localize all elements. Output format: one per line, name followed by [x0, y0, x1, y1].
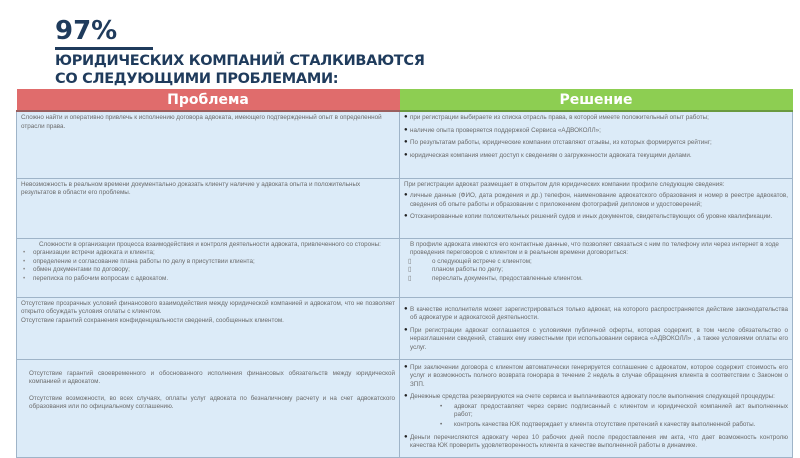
problem-text: Отсутствие гарантий своевременного и обоснованного исполнения финансовых обязательств между юридической компанией и адвокатом.: [29, 369, 395, 386]
problem-text: Отсутствие гарантий сохранения конфиденциальности сведений, сообщенных клиентом.: [21, 316, 284, 324]
problem-cell: [17, 297, 400, 359]
solution-cell: [400, 238, 793, 297]
solution-bullet: ● Деньги перечисляются адвокату через 10 рабочих дней после предоставления им акта, что дает возможность контролю качества ЮК проверить удовлетворенность клиента в качестве выполненной работы в динамике.: [404, 434, 788, 451]
column-header-solution: Решение: [400, 89, 793, 111]
problem-list-item: • переписка по рабочим вопросам с адвокатом.: [21, 275, 395, 284]
solution-cell: [400, 359, 793, 457]
solution-bullet: ● юридическая компания имеет доступ к сведениям о загруженности адвоката текущими делами.: [404, 152, 788, 161]
table-row: [17, 359, 793, 457]
solution-bullet: ● По результатам работы, юридические компании отставляют отзывы, из которых формируется рейтинг;: [404, 139, 788, 148]
problem-text: Невозможность в реальном времени документально доказать клиенту наличие у адвоката опыта и положительных результатов в области его проблемы.: [21, 180, 361, 197]
problem-list-item: • определение и согласование плана работы по делу в присутствии клиента;: [21, 258, 395, 267]
problem-text: Отсутствие возможности, во всех случаях, оплаты услуг адвоката по безналичному расчету и на счет адвокатского образования или по официальному соглашению.: [29, 394, 395, 411]
solution-bullet: ● личные данные (ФИО, дата рождения и др.) телефон, наименование адвокатского образования и номер в реестре адвокатов, сведения об опыте работы и образовании с приложением фотографий дипломов и удостоверений;: [404, 192, 788, 209]
solution-bullet: ● при регистрации выбираете из списка отрасль права, в которой имеете положительный опыт работы;: [404, 114, 788, 123]
solution-bullet: ● При регистрации адвокат соглашается с условиями публичной оферты, которая содержит, в том числе обязательство о неразглашении сведений, ставших ему известными при использовании сервиса «АДВОКОЛЛ» , а также условиями оплаты его услуг.: [404, 327, 788, 353]
solution-intro: При регистрации адвокат размещает в открытом для юридических компании профиле следующие сведения:: [404, 180, 725, 188]
solution-bullet: ● наличие опыта проверяется поддержкой Сервиса «АДВОКОЛЛ»;: [404, 127, 788, 136]
problem-cell: [17, 238, 400, 297]
solution-sub-item: • адвокат предоставляет через сервис подписанный с клиентом и юридической компанией акт выполненных работ;: [404, 403, 788, 420]
solution-list-item: ▯ планом работы по делу;: [404, 266, 788, 275]
problems-table: [16, 89, 793, 458]
table-row: [17, 238, 793, 297]
table-header: [17, 89, 793, 111]
problem-text: Отсутствие прозрачных условий финансового взаимодействия между юридической компанией и адвокатом, что не позволяет открыто обсуждать условия оплаты с клиентом.: [21, 299, 395, 316]
table-row: [17, 111, 793, 178]
subtitle-line-2: СО СЛЕДУЮЩИМИ ПРОБЛЕМАМИ:: [55, 71, 339, 87]
problem-cell: [17, 359, 400, 457]
solution-intro: В профиле адвоката имеются его контактные данные, что позволяет связаться с ним по телефону или через интернет в ходе проведения переговоров с клиентом и в реальном времени договориться:: [410, 240, 779, 257]
solution-cell: [400, 178, 793, 238]
headline-subtitle: [55, 52, 425, 88]
column-header-problem: Проблема: [17, 89, 400, 111]
solution-sub-item: • контроль качества ЮК подтверждает у клиента отсутствие претензий к качеству выполненной работы.: [404, 421, 788, 430]
problem-cell: [17, 111, 400, 178]
solution-list-item: ▯ о следующей встрече с клиентом;: [404, 258, 788, 267]
solution-bullet: ● Отсканированные копии положительных решений судов и иных документов, свидетельствующих об уровне квалификации.: [404, 213, 788, 222]
problem-list-item: • организации встречи адвоката и клиента;: [21, 249, 395, 258]
solution-cell: [400, 297, 793, 359]
solution-list-item: ▯ переслать документы, предоставленные клиентом.: [404, 275, 788, 284]
problem-cell: [17, 178, 400, 238]
problem-list-item: • обмен документами по договору;: [21, 266, 395, 275]
subtitle-line-1: ЮРИДИЧЕСКИХ КОМПАНИЙ СТАЛКИВАЮТСЯ: [55, 53, 425, 69]
solution-bullet: ● Денежные средства резервируются на счете сервиса и выплачиваются адвокату после выполнения следующей процедуры:: [404, 393, 788, 402]
solution-bullet: ● При заключении договора с клиентом автоматически генерируется соглашение с адвокатом, которое содержит стоимость его услуг и возможность полного возврата гонорара в течение 2 недель в случае обращения клиента в соответствии с Законом о ЗПП.: [404, 364, 788, 390]
problem-intro: Сложности в организации процесса взаимодействия и контроля деятельности адвоката, привлеченного со стороны:: [39, 240, 381, 248]
headline-percent: 97%: [55, 16, 118, 46]
headline-underline: [55, 47, 153, 50]
table-row: [17, 297, 793, 359]
table-row: [17, 178, 793, 238]
solution-cell: [400, 111, 793, 178]
solution-bullet: ● В качестве исполнителя может зарегистрироваться только адвокат, на которого распространяется действие законодательства об адвокатуре и адвокатской деятельности.: [404, 306, 788, 323]
problem-text: Сложно найти и оперативно привлечь к исполнению договора адвоката, имеющего подтвержденный опыт в определенной отрасли права.: [21, 114, 382, 130]
